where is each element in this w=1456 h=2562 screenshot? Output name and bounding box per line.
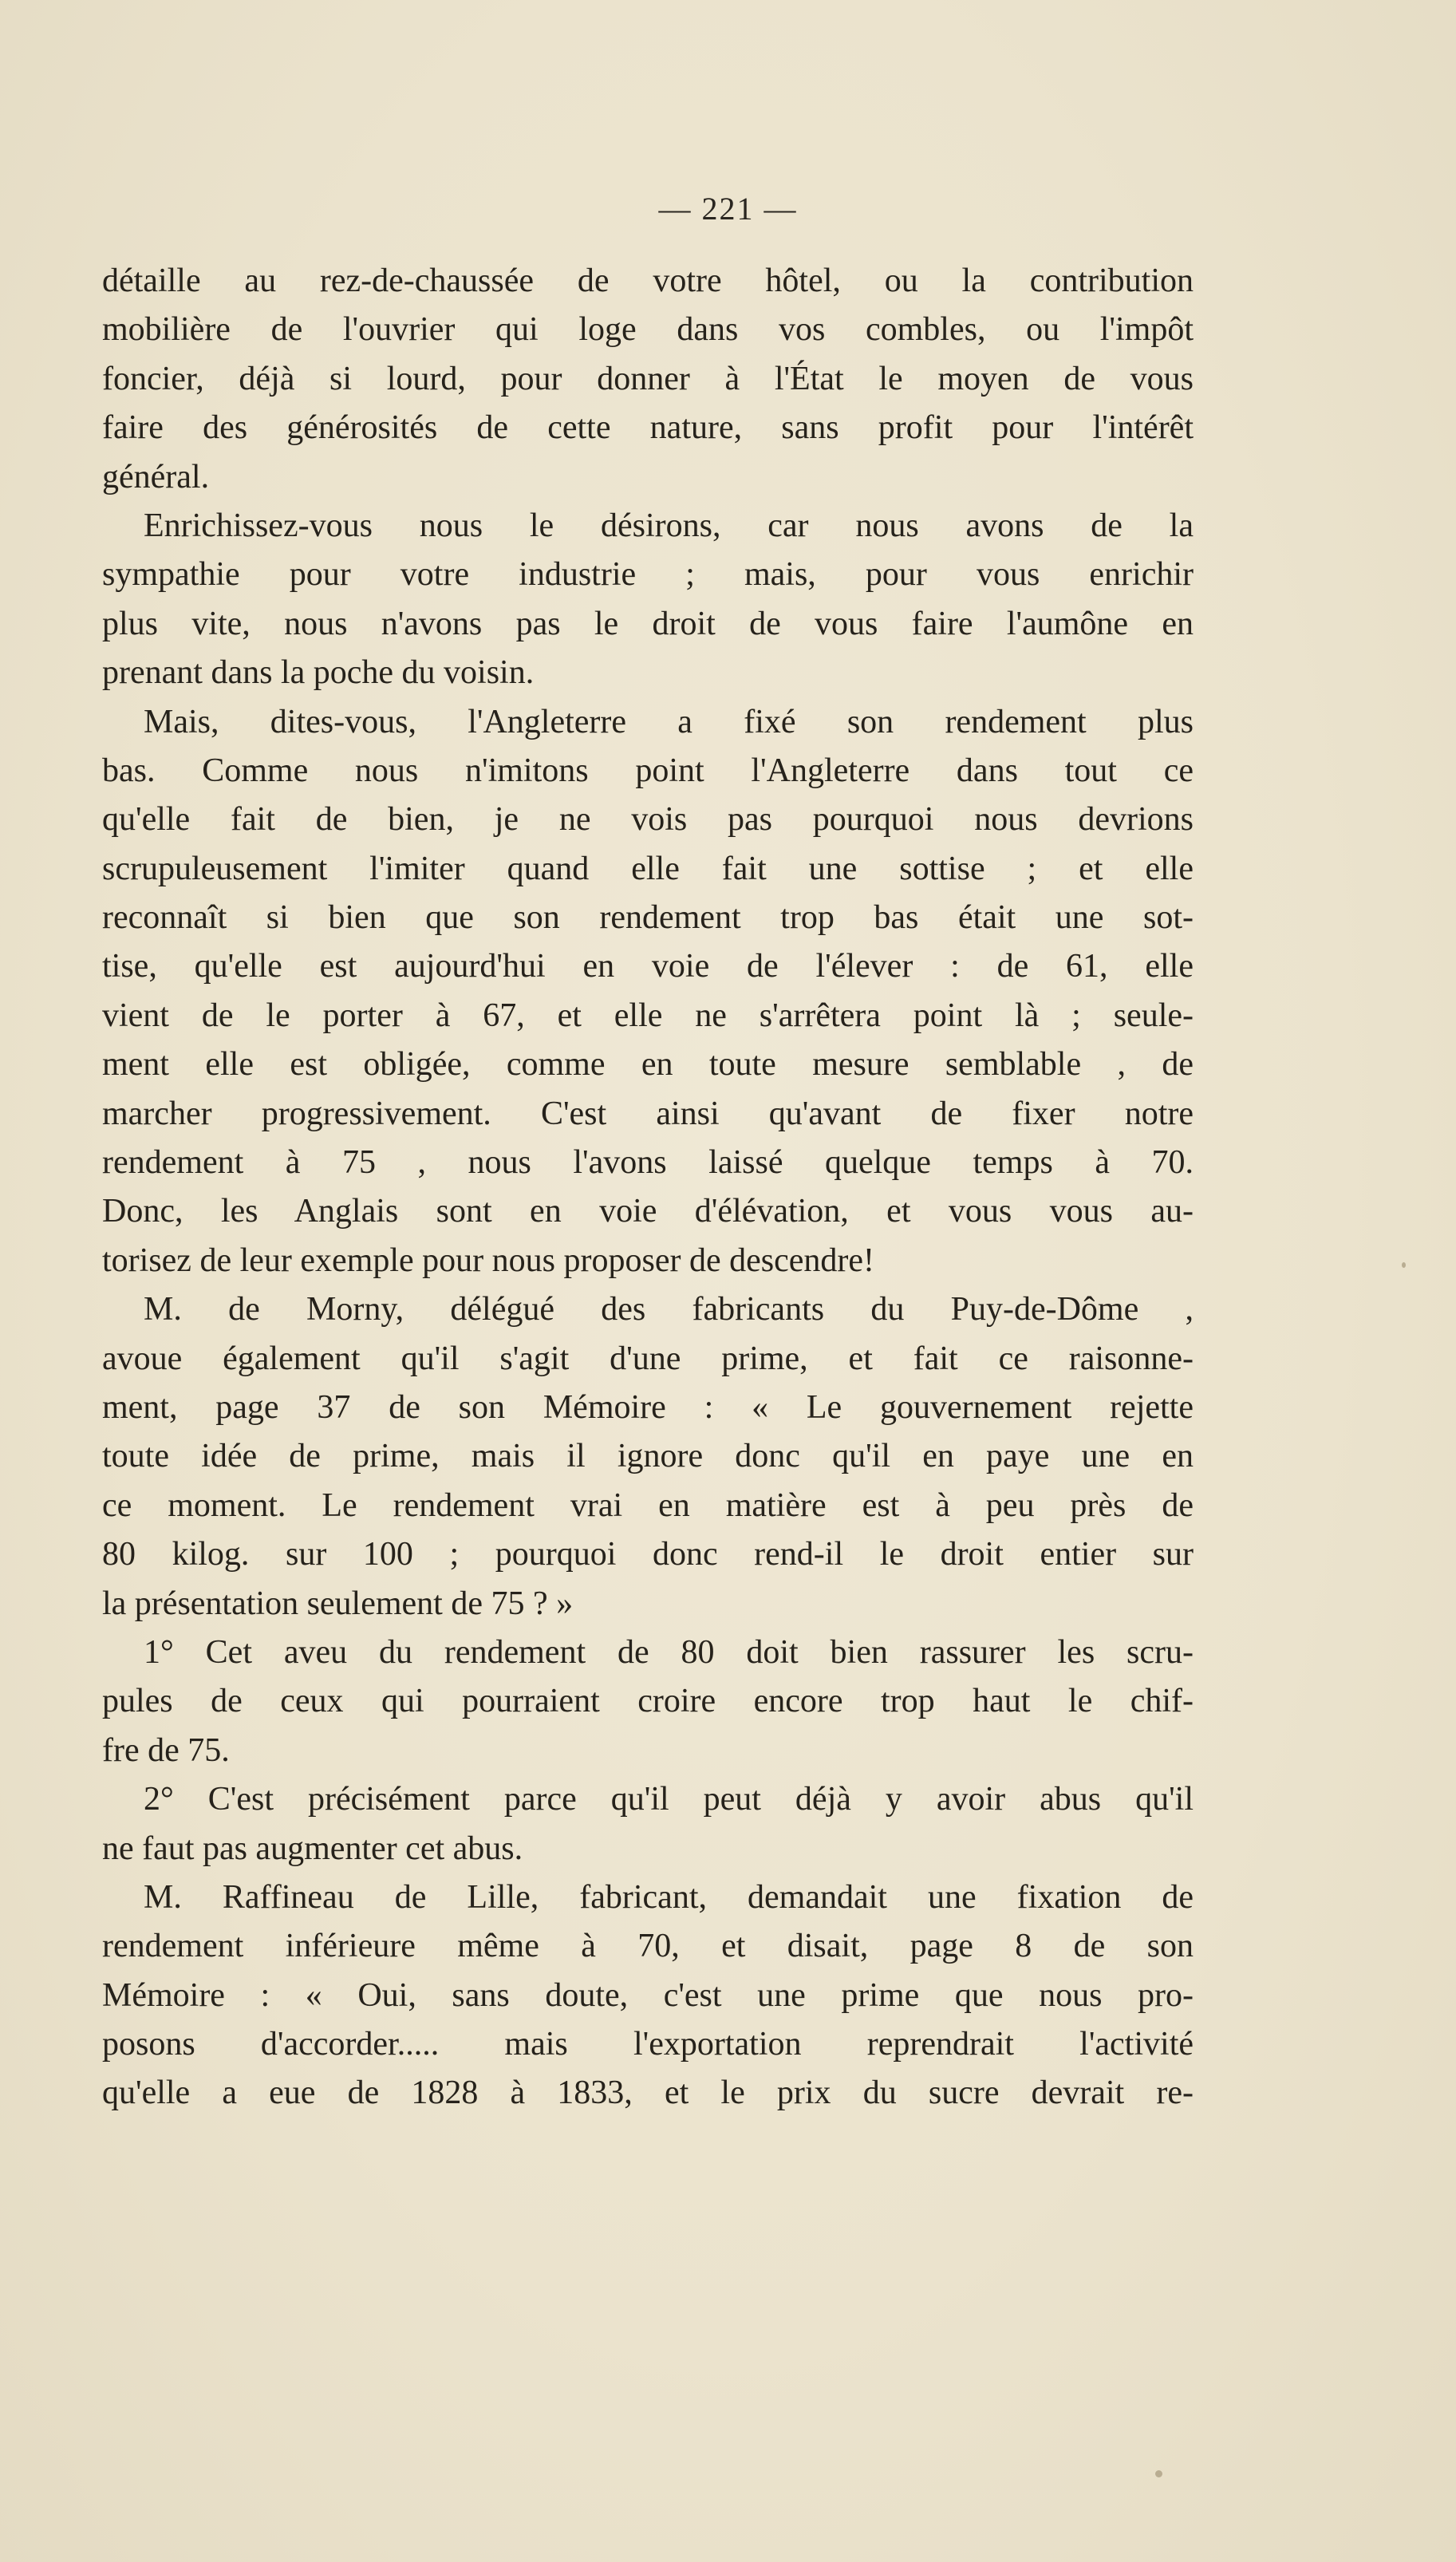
text-line: fre de 75. xyxy=(102,1731,230,1769)
text-line: ment, page 37 de son Mémoire : « Le gouvernement rejette xyxy=(102,1388,1194,1426)
paper-speck xyxy=(1155,2470,1162,2477)
text-line: plus vite, nous n'avons pas le droit de vous faire l'aumône en xyxy=(102,605,1194,642)
text-line: ne faut pas augmenter cet abus. xyxy=(102,1830,523,1867)
text-line: qu'elle a eue de 1828 à 1833, et le prix du sucre devrait re- xyxy=(102,2074,1194,2112)
text-line: avoue également qu'il s'agit d'une prime, et fait ce raisonne- xyxy=(102,1340,1194,1377)
text-line: prenant dans la poche du voisin. xyxy=(102,654,535,692)
text-line: M. Raffineau de Lille, fabricant, demandait une fixation de xyxy=(144,1878,1194,1916)
text-line: ce moment. Le rendement vrai en matière est à peu près de xyxy=(102,1486,1194,1524)
page-text-block xyxy=(102,257,1194,2118)
text-line: la présentation seulement de 75 ? » xyxy=(102,1585,574,1622)
paper-speck xyxy=(1402,1262,1406,1268)
text-line: ment elle est obligée, comme en toute mesure semblable , de xyxy=(102,1046,1194,1084)
text-line: sympathie pour votre industrie ; mais, pour vous enrichir xyxy=(102,556,1194,594)
text-line: rendement à 75 , nous l'avons laissé quelque temps à 70. xyxy=(102,1144,1194,1182)
text-line: Enrichissez-vous nous le désirons, car nous avons de la xyxy=(144,507,1194,544)
text-line: général. xyxy=(102,458,210,495)
text-line: marcher progressivement. C'est ainsi qu'avant de fixer notre xyxy=(102,1095,1194,1132)
page-number: — 221 — xyxy=(658,191,798,227)
text-line: foncier, déjà si lourd, pour donner à l'État le moyen de vous xyxy=(102,360,1194,397)
text-line: qu'elle fait de bien, je ne vois pas pourquoi nous devrions xyxy=(102,801,1194,839)
text-line: reconnaît si bien que son rendement trop bas était une sot- xyxy=(102,899,1194,937)
text-line: 2° C'est précisément parce qu'il peut déjà y avoir abus qu'il xyxy=(144,1781,1194,1818)
text-line: faire des générosités de cette nature, sans profit pour l'intérêt xyxy=(102,409,1194,447)
text-line: rendement inférieure même à 70, et disait, page 8 de son xyxy=(102,1928,1194,1965)
text-line: mobilière de l'ouvrier qui loge dans vos combles, ou l'impôt xyxy=(102,311,1194,349)
text-line: pules de ceux qui pourraient croire encore trop haut le chif- xyxy=(102,1683,1194,1720)
text-line: tise, qu'elle est aujourd'hui en voie de l'élever : de 61, elle xyxy=(102,948,1194,985)
text-line: scrupuleusement l'imiter quand elle fait une sottise ; et elle xyxy=(102,850,1194,887)
text-line: Mémoire : « Oui, sans doute, c'est une prime que nous pro- xyxy=(102,1976,1194,2014)
text-line: posons d'accorder..... mais l'exportation reprendrait l'activité xyxy=(102,2026,1194,2063)
text-line: 80 kilog. sur 100 ; pourquoi donc rend-il le droit entier sur xyxy=(102,1536,1194,1573)
text-line: Donc, les Anglais sont en voie d'élévation, et vous vous au- xyxy=(102,1193,1194,1230)
text-line: 1° Cet aveu du rendement de 80 doit bien rassurer les scru- xyxy=(144,1633,1194,1671)
text-line: toute idée de prime, mais il ignore donc qu'il en paye une en xyxy=(102,1438,1194,1475)
text-line: M. de Morny, délégué des fabricants du Puy-de-Dôme , xyxy=(144,1291,1194,1328)
text-line: vient de le porter à 67, et elle ne s'arrêtera point là ; seule- xyxy=(102,997,1194,1034)
text-line: détaille au rez-de-chaussée de votre hôtel, ou la contribution xyxy=(102,263,1194,299)
text-line: bas. Comme nous n'imitons point l'Angleterre dans tout ce xyxy=(102,752,1194,789)
text-line: Mais, dites-vous, l'Angleterre a fixé son rendement plus xyxy=(144,703,1194,740)
text-line: torisez de leur exemple pour nous proposer de descendre! xyxy=(102,1242,874,1279)
